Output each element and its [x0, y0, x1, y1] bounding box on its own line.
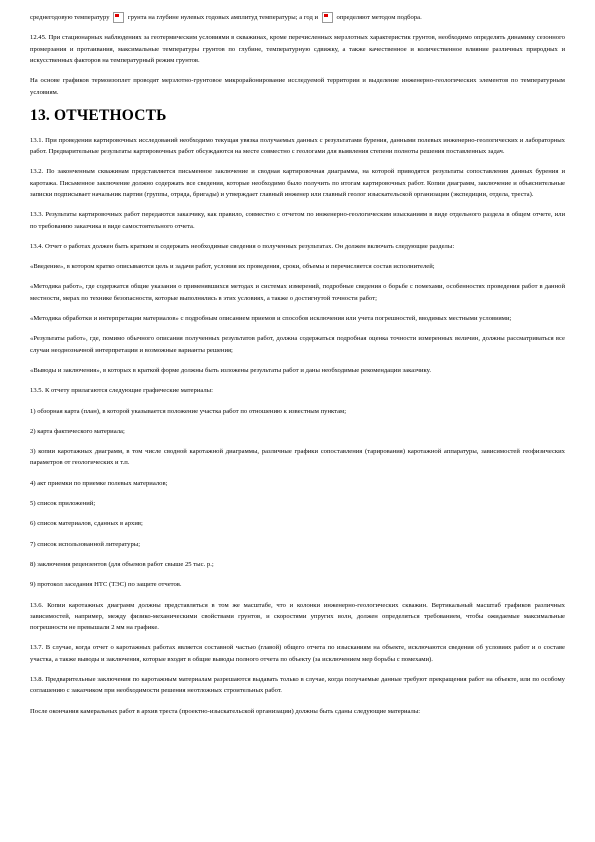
document-page: [30, 12, 565, 726]
list-item: 9) протокол заседания НТС (ТЭС) по защите отчетов.: [30, 581, 182, 589]
paragraph: 13.7. В случае, когда отчет о каротажных работах является составной частью (главой) общего отчета по изысканиям на объекте, исключаются сведения об условиях работ и о составе участка, а также выводы и заключения, которые входят в общие выводы полного отчета по объекту (за исключением мер борьбы с помехами).: [30, 644, 565, 663]
paragraph: После окончания камеральных работ в архив треста (проектно-изыскательской организации) должны быть сданы следующие материалы:: [30, 707, 421, 715]
intro-part-1: среднегодовую температуру: [30, 14, 110, 22]
list-item: 3) копии каротажных диаграмм, в том числе сводной каротажной диаграммы, различные графики сопоставления (тарирования) каротажной аппаратуры, зависимостей геофизических параметров от геологических и т.п.: [30, 448, 565, 467]
list-item: 4) акт приемки по приемке полевых материалов;: [30, 479, 168, 487]
paragraph: 13.5. К отчету прилагаются следующие графические материалы:: [30, 387, 213, 395]
list-item: 8) заключения рецензентов (для объемов работ свыше 25 тыс. р.;: [30, 560, 214, 568]
intro-part-4: определяют методом подбора.: [336, 14, 422, 22]
intro-part-3: a год и: [299, 14, 319, 22]
paragraph: 13.1. При проведении картировочных исследований необходимо текущая увязка получаемых данных с результатами бурения, данными полевых инженерно-геологических и лабораторных работ. Предварительные результаты картировочных работ обсуждаются на месте совместно с геологами для выявления степени полноты решения поставленных задач.: [30, 136, 565, 156]
paragraph: 13.2. По законченным скважинам представляется письменное заключение и сводная картировочная диаграмма, на которой приводятся результаты сопоставления данных бурения и каротажа. Письменное заключение должно содержать все сведения, которые необходимо было получить по итогам картировочных работ. Копии диаграмм, заключение и объяснительные записки подписывает начальник партии (группы, отряда, бригады) и утверждает главный инженер или главный геолог изыскательской организации (экспедиции, отдела, треста).: [30, 168, 565, 198]
broken-image-icon: [113, 12, 124, 23]
paragraph: «Методика обработки и интерпретации материалов» с подробным описанием приемов и способов исключения или учета погрешностей, вводимых местными условиями;: [30, 315, 512, 323]
section-title: 13. ОТЧЕТНОСТЬ: [30, 106, 167, 124]
paragraph: «Выводы и заключения», в которых в краткой форме должны быть изложены результаты работ и даны необходимые рекомендации заказчику.: [30, 366, 432, 374]
paragraph: 13.8. Предварительные заключения по каротажным материалам разрешаются выдавать только в случае, когда получаемые данные требуют прекращения работ на объекте, или по особому соглашению с заказчиком при необходимости решения неотложных строительных работ.: [30, 676, 565, 695]
paragraph: 13.4. Отчет о работах должен быть кратким и содержать необходимые сведения о полученных результатах. Он должен включать следующие разделы:: [30, 242, 455, 250]
paragraph: 13.6. Копии каротажных диаграмм должны представляться в том же масштабе, что и колонки инженерно-геологических скважин. Вертикальный масштаб графиков различных зависимостей, например, между физико-механическими свойствами грунтов, и скоростями упругих волн, должен определяться требованием, чтобы ожидаемые максимальные погрешности не превышали 2 мм на графике.: [30, 601, 565, 632]
intro-part-2: грунта на глубине нулевых годовых амплитуд температуры;: [127, 14, 298, 22]
paragraph: «Результаты работ», где, помимо обычного описания полученных результатов работ, должна содержаться подробная оценка точности измеренных величин, должны рассматриваться все случаи неоднозначной интерпретации и возможные варианты решения;: [30, 335, 565, 354]
paragraph: На основе графиков термоизоплет проводят мерзлотно-грунтовое микрорайонирование исследуемой территории и выделение инженерно-геологических элементов по температурным условиям.: [30, 77, 565, 96]
paragraph: «Введение», в котором кратко описываются цель и задачи работ, условия их проведения, сроки, объемы и перечисляется состав исполнителей;: [30, 263, 435, 271]
paragraph: 12.45. При стационарных наблюдениях за геотермическим условиями в скважинах, кроме перечисленных мерзлотных характеристик грунтов, необходимо определять динамику сезонного промерзания и протаивания, максимальные температуры грунтов по глубине, температурную сдвижку, а также качественное и количественное влияние различных природных и искусственных факторов на температурный режим грунтов.: [30, 34, 565, 64]
list-item: 1) обзорная карта (план), в которой указывается положение участка работ по отношению к известным пунктам;: [30, 407, 347, 415]
broken-image-icon: [322, 12, 333, 23]
intro-line: [30, 12, 565, 23]
paragraph: 13.3. Результаты картировочных работ передаются заказчику, как правило, совместно с отчетом по инженерно-геологическим изысканиям в виде отдельного раздела в общем отчете, или по требованию заказчика в виде самостоятельного отчета.: [30, 211, 565, 230]
list-item: 2) карта фактического материала;: [30, 427, 125, 435]
list-item: 7) список использованной литературы;: [30, 540, 141, 548]
list-item: 6) список материалов, сданных в архив;: [30, 520, 143, 528]
paragraph: «Методика работ», где содержатся общие указания о применявшихся методах и системах измерений, подробные сведения о борьбе с помехами, особенностях проведения работ в данной местности, мерах по технике безопасности, которые выполнялись в этих условиях, а также о достигнутой точности работ;: [30, 283, 565, 302]
list-item: 5) список приложений;: [30, 500, 96, 508]
